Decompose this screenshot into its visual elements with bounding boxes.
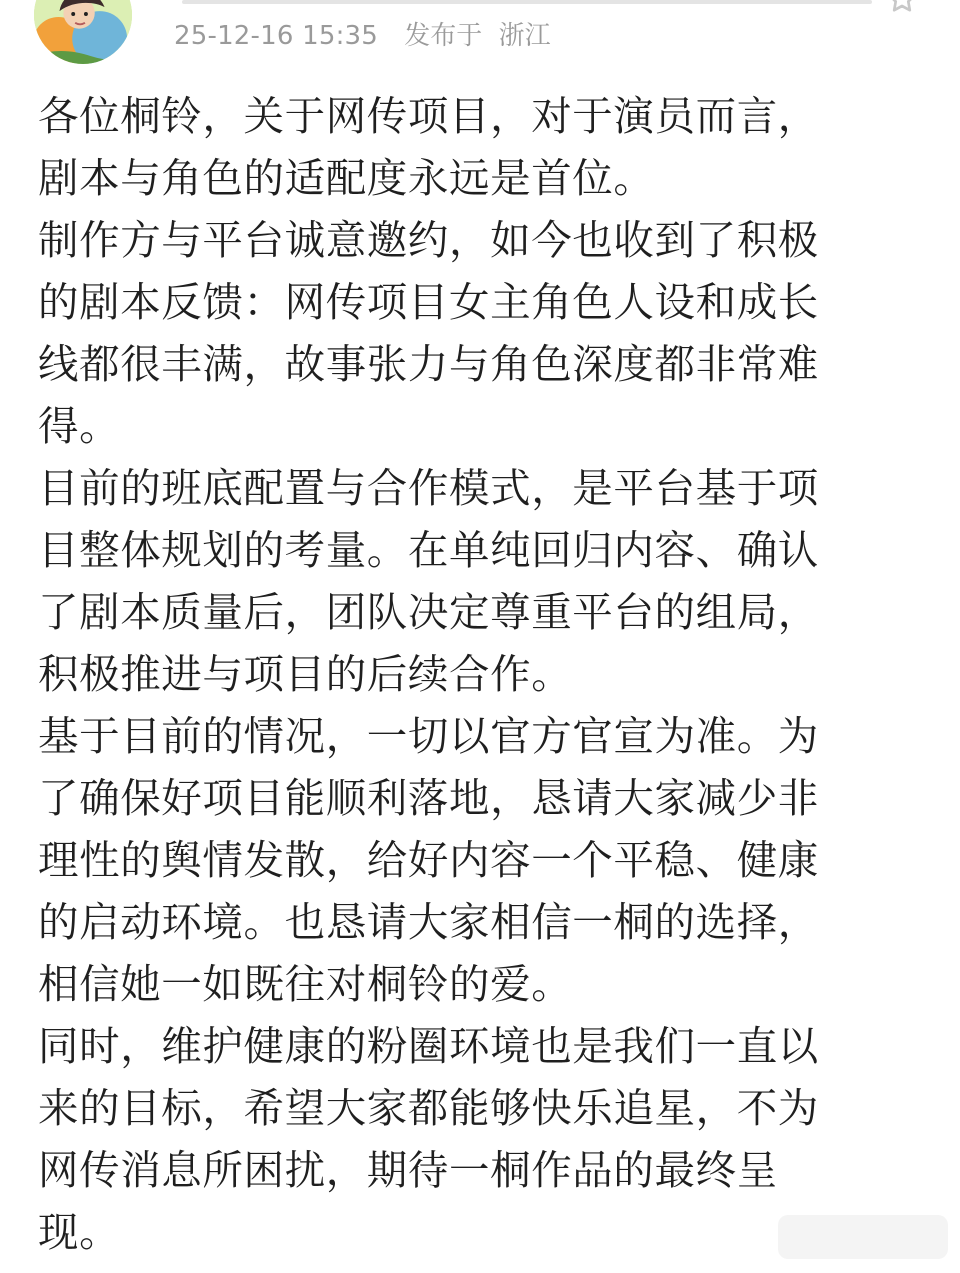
post-line: 网传消息所困扰，期待一桐作品的最终呈 <box>38 1146 778 1194</box>
author-name-placeholder <box>182 0 872 4</box>
post-line: 线都很丰满，故事张力与角色深度都非常难 <box>38 340 819 388</box>
post-line: 来的目标，希望大家都能够快乐追星，不为 <box>38 1084 819 1132</box>
post-line: 目整体规划的考量。在单纯回归内容、确认 <box>38 526 819 574</box>
avatar-icon <box>34 0 132 64</box>
star-icon[interactable] <box>884 0 920 18</box>
watermark-overlay <box>778 1215 948 1259</box>
post-line: 剧本与角色的适配度永远是首位。 <box>38 154 655 202</box>
post-line: 了确保好项目能顺利落地，恳请大家减少非 <box>38 774 819 822</box>
avatar[interactable] <box>34 0 132 64</box>
post-location: 浙江 <box>498 21 551 51</box>
post-line: 相信她一如既往对桐铃的爱。 <box>38 960 573 1008</box>
post-line: 制作方与平台诚意邀约，如今也收到了积极 <box>38 216 819 264</box>
post-line: 目前的班底配置与合作模式，是平台基于项 <box>38 464 819 512</box>
post-line: 的剧本反馈：网传项目女主角色人设和成长 <box>38 278 819 326</box>
post-line: 理性的舆情发散，给好内容一个平稳、健康 <box>38 836 819 884</box>
post-line: 各位桐铃，关于网传项目，对于演员而言， <box>38 92 819 140</box>
post-line: 基于目前的情况，一切以官方官宣为准。为 <box>38 712 819 760</box>
post-line: 现。 <box>38 1208 121 1256</box>
post-body <box>38 85 898 1263</box>
post-line: 积极推进与项目的后续合作。 <box>38 650 573 698</box>
post-line: 的启动环境。也恳请大家相信一桐的选择， <box>38 898 819 946</box>
post-timestamp: 25-12-16 15:35 <box>174 21 379 51</box>
post-line: 同时，维护健康的粉圈环境也是我们一直以 <box>38 1022 819 1070</box>
post-header <box>0 0 960 70</box>
post-line: 得。 <box>38 402 121 450</box>
post-meta <box>174 18 551 54</box>
location-prefix: 发布于 <box>404 21 483 51</box>
post-line: 了剧本质量后，团队决定尊重平台的组局， <box>38 588 819 636</box>
